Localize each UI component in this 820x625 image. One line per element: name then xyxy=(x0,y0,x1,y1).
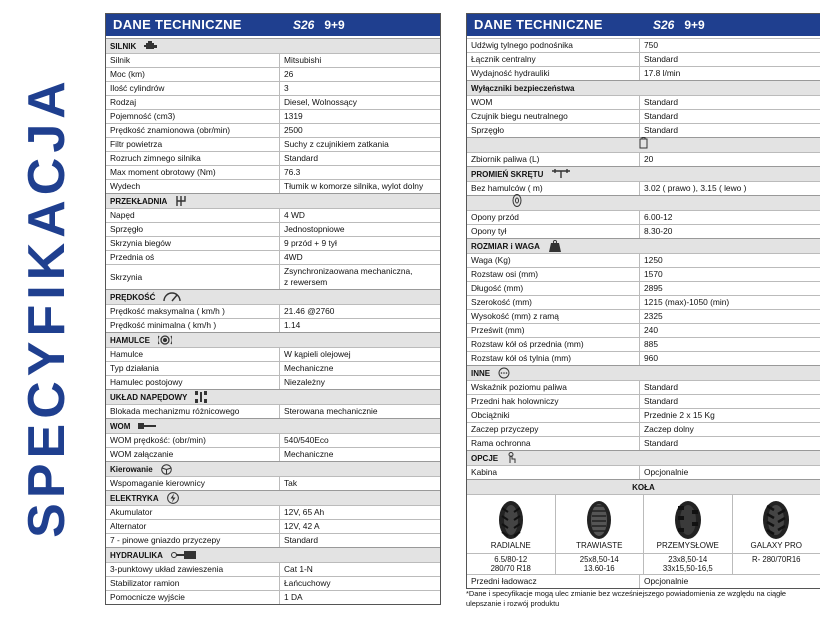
row-label: Skrzynia biegów xyxy=(106,237,280,250)
row-label: Rama ochronna xyxy=(467,437,640,450)
pto-shaft-icon xyxy=(138,422,156,430)
row-value: Niezależny xyxy=(284,377,325,387)
section-title: PRZEKŁADNIA xyxy=(110,196,168,206)
section-header xyxy=(106,418,440,433)
section-header xyxy=(106,490,440,505)
table-row xyxy=(467,66,820,80)
engine-icon xyxy=(144,41,158,51)
header-title: DANE TECHNICZNE xyxy=(113,17,242,32)
brake-icon xyxy=(158,334,172,346)
section-title: Wyłączniki bezpieczeństwa xyxy=(471,83,575,93)
header-title: DANE TECHNICZNE xyxy=(474,17,603,32)
section-header xyxy=(106,547,440,562)
row-value: Sterowana mechanicznie xyxy=(284,406,378,416)
wheel-type xyxy=(733,495,820,574)
table-row xyxy=(467,123,820,137)
table-row xyxy=(467,295,820,309)
table-row xyxy=(106,109,440,123)
model-brand: S26 xyxy=(653,18,675,32)
table-row xyxy=(106,447,440,461)
section-header xyxy=(467,166,820,181)
row-label: Filtr powietrza xyxy=(106,138,280,151)
row-value: Jednostopniowe xyxy=(284,224,345,234)
section-title: OPCJE xyxy=(471,453,499,463)
drivetrain-icon xyxy=(195,391,207,403)
table-row xyxy=(106,222,440,236)
row-label: Wspomaganie kierownicy xyxy=(106,477,280,490)
wheel-type-sizes: 25x8,50-14 13.60-16 xyxy=(556,553,644,574)
row-label: Prędkość znamionowa (obr/min) xyxy=(106,124,280,137)
vertical-title: SPECYFIKACJA xyxy=(18,76,77,538)
hydraulic-cylinder-icon xyxy=(171,551,197,559)
wheel-type xyxy=(467,495,556,574)
row-label: Długość (mm) xyxy=(467,282,640,295)
table-row xyxy=(467,351,820,365)
row-value: 12V, 42 A xyxy=(284,521,320,531)
row-label: Sprzęgło xyxy=(106,223,280,236)
row-value: 76.3 xyxy=(284,167,301,177)
table-row xyxy=(467,422,820,436)
row-value: Standard xyxy=(644,111,678,121)
table-row xyxy=(467,436,820,450)
row-value: 1570 xyxy=(644,269,663,279)
row-value: Standard xyxy=(644,382,678,392)
row-value: Zsynchronizaowana mechaniczna, z rewersem xyxy=(284,266,413,287)
row-label: Rozstaw osi (mm) xyxy=(467,268,640,281)
row-value: 1319 xyxy=(284,111,303,121)
row-value: Tłumik w komorze silnika, wylot dolny xyxy=(284,181,424,191)
table-row xyxy=(106,264,440,289)
table-row xyxy=(106,81,440,95)
table-row xyxy=(106,250,440,264)
table-row xyxy=(467,181,820,195)
vertical-title-container xyxy=(14,76,80,538)
row-label: Rozstaw kół oś przednia (mm) xyxy=(467,338,640,351)
row-label: Przednia oś xyxy=(106,251,280,264)
table-row xyxy=(467,394,820,408)
wheel-type-name: RADIALNE xyxy=(490,541,531,550)
more-icon xyxy=(498,367,510,379)
table-row xyxy=(106,404,440,418)
row-value: 8.30-20 xyxy=(644,226,673,236)
row-label: Napęd xyxy=(106,209,280,222)
model-name xyxy=(287,14,345,36)
row-value: 540/540Eco xyxy=(284,435,329,445)
row-value: 1250 xyxy=(644,255,663,265)
table-row xyxy=(106,562,440,576)
row-label: Rodzaj xyxy=(106,96,280,109)
table-row xyxy=(106,236,440,250)
row-value: 9 przód + 9 tył xyxy=(284,238,337,248)
row-label: Opony przód xyxy=(467,211,640,224)
wheel-type-name: GALAXY PRO xyxy=(750,541,802,550)
table-row xyxy=(467,95,820,109)
row-value: 2895 xyxy=(644,283,663,293)
table-row xyxy=(467,224,820,238)
model-number: 9+9 xyxy=(684,18,705,32)
gear-shift-icon xyxy=(175,195,187,207)
row-value: W kąpieli olejowej xyxy=(284,349,351,359)
row-label: Ilość cylindrów xyxy=(106,82,280,95)
section-header xyxy=(106,289,440,304)
table-row xyxy=(467,267,820,281)
row-value: 21.46 @2760 xyxy=(284,306,335,316)
table-row xyxy=(106,165,440,179)
row-label: Kabina xyxy=(467,466,640,479)
wheel-type-name: TRAWIASTE xyxy=(576,541,623,550)
row-value: 3 xyxy=(284,83,289,93)
row-value: Zaczep dolny xyxy=(644,424,694,434)
table-row xyxy=(106,505,440,519)
row-label: Silnik xyxy=(106,54,280,67)
row-label: Moc (km) xyxy=(106,68,280,81)
row-value: Standard xyxy=(644,54,678,64)
row-value: 26 xyxy=(284,69,294,79)
wheel-type xyxy=(556,495,645,574)
row-label: Czujnik biegu neutralnego xyxy=(467,110,640,123)
table-row xyxy=(106,53,440,67)
row-value: Standard xyxy=(644,97,678,107)
fuel-tank-icon xyxy=(639,136,649,154)
table-row xyxy=(106,67,440,81)
table-row xyxy=(467,281,820,295)
table-row xyxy=(106,476,440,490)
row-value: 2500 xyxy=(284,125,303,135)
section-title: ELEKTRYKA xyxy=(110,493,159,503)
row-value: 4 WD xyxy=(284,210,305,220)
turning-radius-icon xyxy=(551,169,571,179)
row-value: 3.02 ( prawo ), 3.15 ( lewo ) xyxy=(644,183,747,193)
row-value: 2325 xyxy=(644,311,663,321)
section-title: SILNIK xyxy=(110,41,137,51)
steering-wheel-icon xyxy=(161,464,172,475)
wheel-type-sizes: 6.5/80-12 280/70 R18 xyxy=(467,553,555,574)
section-header xyxy=(106,461,440,476)
tyre-image xyxy=(644,495,732,540)
row-label: Hamulce xyxy=(106,348,280,361)
wheel-type-sizes: R- 280/70R16 xyxy=(733,553,820,574)
row-label: Łącznik centralny xyxy=(467,53,640,66)
row-value: 1.14 xyxy=(284,320,301,330)
row-value: 20 xyxy=(644,154,654,164)
row-label: Sprzęgło xyxy=(467,124,640,137)
table-row xyxy=(106,433,440,447)
table-row xyxy=(106,361,440,375)
table-row xyxy=(106,519,440,533)
row-label: Bez hamulców ( m) xyxy=(467,182,640,195)
row-value: Opcjonalnie xyxy=(644,576,689,586)
tyre-icon xyxy=(512,194,522,212)
table-row xyxy=(106,95,440,109)
table-row xyxy=(106,304,440,318)
left-spec-table xyxy=(105,13,441,605)
row-value: Diesel, Wolnossący xyxy=(284,97,357,107)
section-title: HYDRAULIKA xyxy=(110,550,163,560)
row-value: Mechaniczne xyxy=(284,449,334,459)
row-label: Blokada mechanizmu różnicowego xyxy=(106,405,280,418)
section-title: INNE xyxy=(471,368,491,378)
row-label: WOM xyxy=(467,96,640,109)
row-value: 1 DA xyxy=(284,592,303,602)
icon-row xyxy=(467,137,820,152)
row-label: Opony tył xyxy=(467,225,640,238)
table-row xyxy=(106,590,440,604)
wheel-type-sizes: 23x8,50-14 33x15,50-16,5 xyxy=(644,553,732,574)
section-header xyxy=(106,332,440,347)
row-value: Opcjonalnie xyxy=(644,467,689,477)
row-label: Wydech xyxy=(106,180,280,193)
row-value: Przednie 2 x 15 Kg xyxy=(644,410,715,420)
row-label: Zbiornik paliwa (L) xyxy=(467,153,640,166)
table-row xyxy=(106,318,440,332)
table-row xyxy=(467,253,820,267)
row-value: Standard xyxy=(644,438,678,448)
table-row xyxy=(467,574,820,588)
section-header xyxy=(467,450,820,465)
table-row xyxy=(467,465,820,479)
section-title: HAMULCE xyxy=(110,335,150,345)
table-row xyxy=(106,137,440,151)
row-label: Typ działania xyxy=(106,362,280,375)
right-table-body xyxy=(467,38,820,588)
table-row xyxy=(467,309,820,323)
row-value: Standard xyxy=(284,535,318,545)
row-label: Pojemność (cm3) xyxy=(106,110,280,123)
row-label: Rozruch zimnego silnika xyxy=(106,152,280,165)
row-label: Obciążniki xyxy=(467,409,640,422)
tyre-image xyxy=(556,495,644,540)
table-row xyxy=(467,52,820,66)
table-row xyxy=(467,152,820,166)
row-label: Przedni hak holowniczy xyxy=(467,395,640,408)
table-row xyxy=(467,323,820,337)
section-title: Kierowanie xyxy=(110,464,153,474)
row-label: Max moment obrotowy (Nm) xyxy=(106,166,280,179)
row-value: Tak xyxy=(284,478,298,488)
row-value: Łańcuchowy xyxy=(284,578,331,588)
table-row xyxy=(106,179,440,193)
wheel-type xyxy=(644,495,733,574)
row-value: Standard xyxy=(284,153,318,163)
table-row xyxy=(467,380,820,394)
row-label: Zaczep przyczepy xyxy=(467,423,640,436)
row-label: WOM załączanie xyxy=(106,448,280,461)
table-row xyxy=(467,408,820,422)
section-title: UKŁAD NAPĘDOWY xyxy=(110,392,188,402)
row-label: Stabilizator ramion xyxy=(106,577,280,590)
row-label: Prędkość minimalna ( km/h ) xyxy=(106,319,280,332)
row-label: Akumulator xyxy=(106,506,280,519)
table-row xyxy=(106,151,440,165)
row-label: Prześwit (mm) xyxy=(467,324,640,337)
row-label: 7 - pinowe gniazdo przyczepy xyxy=(106,534,280,547)
right-table-header xyxy=(467,14,820,38)
row-value: Mitsubishi xyxy=(284,55,322,65)
left-table-header xyxy=(106,14,440,38)
tyre-image xyxy=(467,495,555,540)
table-row xyxy=(467,109,820,123)
section-header xyxy=(467,365,820,380)
table-row xyxy=(106,375,440,389)
wheel-type-name: PRZEMYSŁOWE xyxy=(656,541,719,550)
row-value: 750 xyxy=(644,40,658,50)
row-value: Cat 1-N xyxy=(284,564,313,574)
tap-hand-icon xyxy=(506,452,518,464)
row-label: Pomocnicze wyjście xyxy=(106,591,280,604)
row-label: 3-punktowy układ zawieszenia xyxy=(106,563,280,576)
section-title: PRĘDKOŚĆ xyxy=(110,292,156,302)
section-header xyxy=(106,389,440,404)
section-header xyxy=(467,238,820,253)
lightning-icon xyxy=(167,492,179,504)
table-row xyxy=(106,347,440,361)
row-value: 1215 (max)-1050 (min) xyxy=(644,297,730,307)
row-value: 6.00-12 xyxy=(644,212,673,222)
table-row xyxy=(106,123,440,137)
section-title: ROZMIAR i WAGA xyxy=(471,241,540,251)
table-row xyxy=(467,38,820,52)
table-row xyxy=(106,533,440,547)
section-title: PROMIEŃ SKRĘTU xyxy=(471,169,544,179)
row-value: 17.8 l/min xyxy=(644,68,681,78)
speedometer-icon xyxy=(163,292,181,302)
section-header xyxy=(106,193,440,208)
row-label: Skrzynia xyxy=(106,265,280,289)
section-header xyxy=(106,38,440,53)
wheels-header xyxy=(467,479,820,494)
row-value: 885 xyxy=(644,339,658,349)
row-label: Wysokość (mm) z ramą xyxy=(467,310,640,323)
tyre-image xyxy=(733,495,820,540)
section-title: WOM xyxy=(110,421,131,431)
row-value: Standard xyxy=(644,125,678,135)
icon-row xyxy=(467,195,820,210)
row-value: Standard xyxy=(644,396,678,406)
section-header xyxy=(467,80,820,95)
row-label: Wskaźnik poziomu paliwa xyxy=(467,381,640,394)
row-label: Szerokość (mm) xyxy=(467,296,640,309)
left-table-body xyxy=(106,38,440,604)
model-brand: S26 xyxy=(293,18,315,32)
row-value: Mechaniczne xyxy=(284,363,334,373)
row-label: Hamulec postojowy xyxy=(106,376,280,389)
row-label: Waga (Kg) xyxy=(467,254,640,267)
row-value: 960 xyxy=(644,353,658,363)
row-value: 4WD xyxy=(284,252,303,262)
model-name xyxy=(647,14,705,36)
wheels-title: KOŁA xyxy=(632,482,655,492)
footnote: *Dane i specyfikacje mogą ulec zmianie bez wcześniejszego powiadomienia ze względu na ciągłe ulepszanie i rozwój produktu xyxy=(466,589,787,608)
model-number: 9+9 xyxy=(324,18,345,32)
wheel-types xyxy=(467,494,820,574)
row-label: Rozstaw kół oś tylnia (mm) xyxy=(467,352,640,365)
row-label: WOM prędkość: (obr/min) xyxy=(106,434,280,447)
row-value: Suchy z czujnikiem zatkania xyxy=(284,139,389,149)
table-row xyxy=(467,337,820,351)
table-row xyxy=(106,576,440,590)
table-row xyxy=(106,208,440,222)
row-label: Wydajność hydrauliki xyxy=(467,67,640,80)
row-value: 240 xyxy=(644,325,658,335)
table-row xyxy=(467,210,820,224)
weight-icon xyxy=(548,240,562,252)
row-label: Alternator xyxy=(106,520,280,533)
row-label: Udźwig tylnego podnośnika xyxy=(467,39,640,52)
row-label: Prędkość maksymalna ( km/h ) xyxy=(106,305,280,318)
row-value: 12V, 65 Ah xyxy=(284,507,325,517)
right-spec-table xyxy=(466,13,820,589)
row-label: Przedni ładowacz xyxy=(467,575,640,588)
